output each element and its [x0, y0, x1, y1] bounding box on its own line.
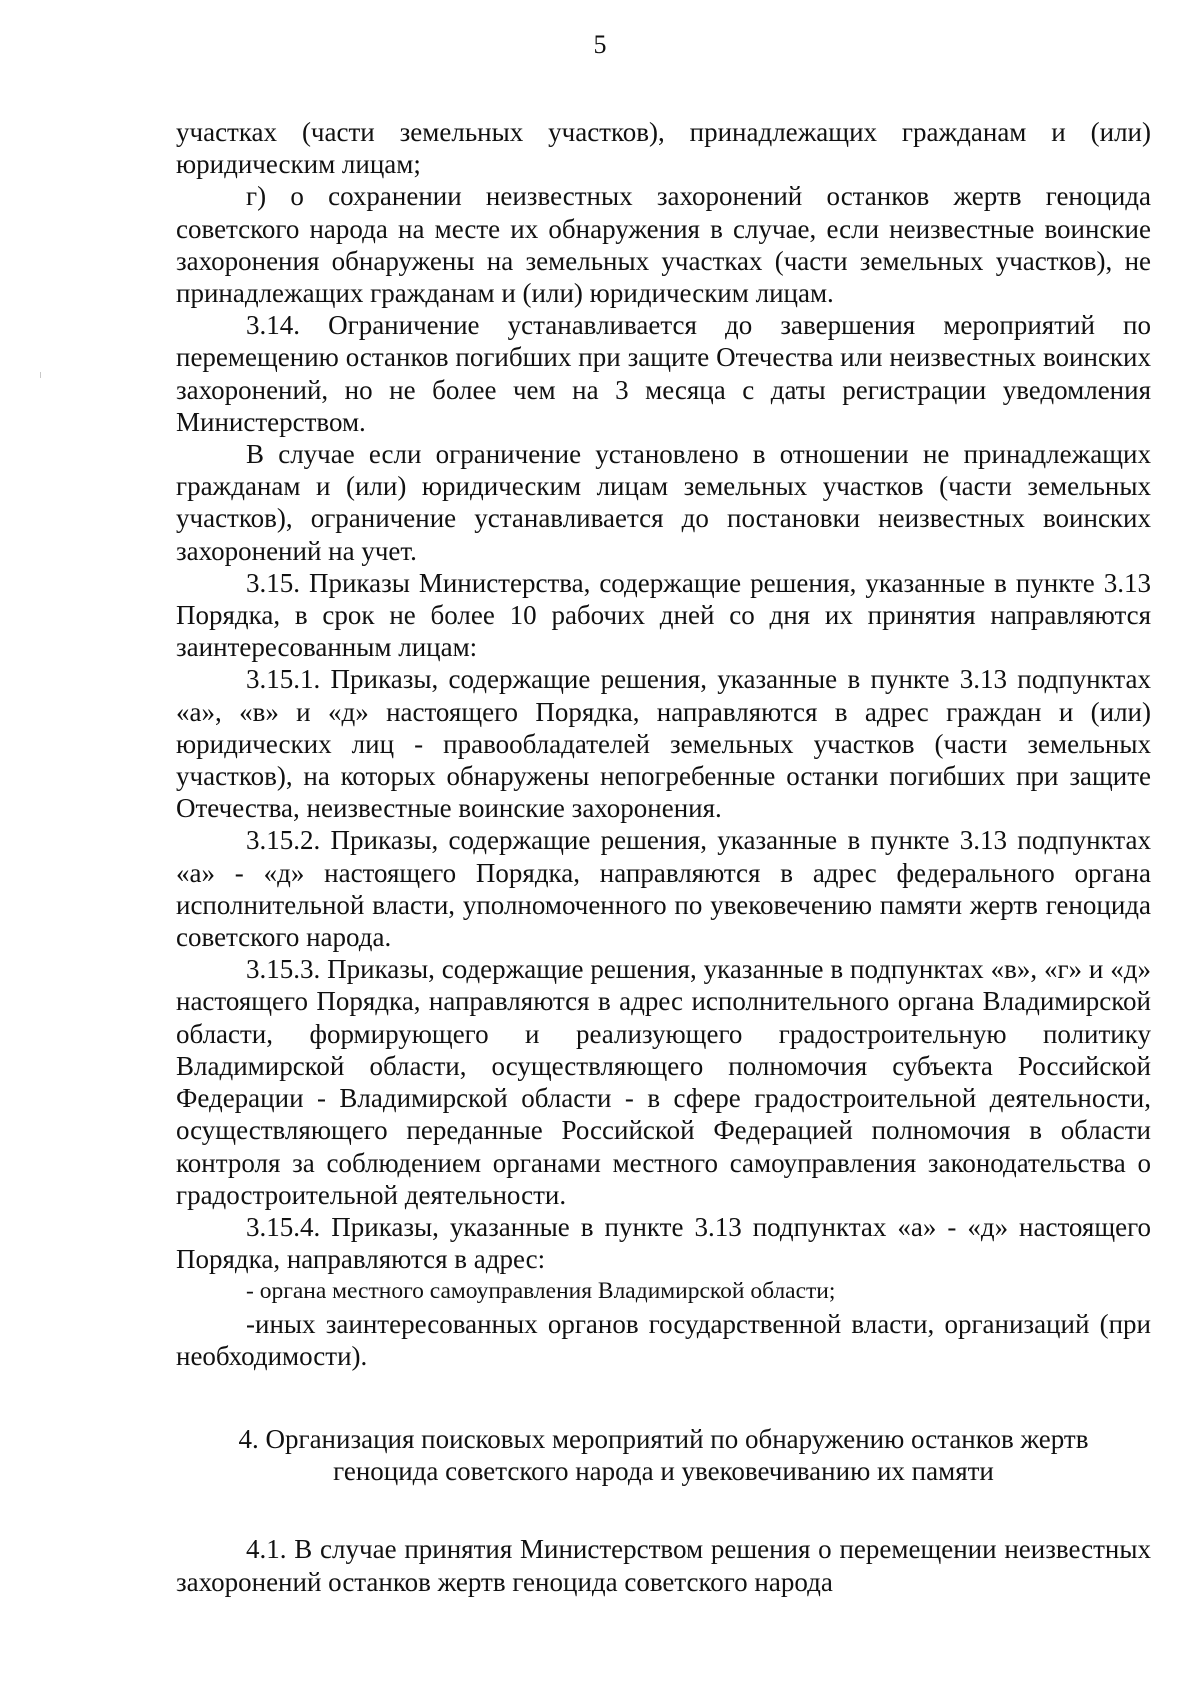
paragraph-4-1: 4.1. В случае принятия Министерством решения о перемещении неизвестных захоронений останков жертв геноцида советского народа [176, 1534, 1151, 1597]
list-item-local-authority: - органа местного самоуправления Владимирской области; [246, 1278, 836, 1305]
section-4-heading-line-1: 4. Организация поисковых мероприятий по обнаружению останков жертв [238, 1423, 1089, 1454]
document-body [176, 116, 1151, 1598]
paragraph-3-15-3: 3.15.3. Приказы, содержащие решения, указанные в подпунктах «в», «г» и «д» настоящего Порядка, направляются в адрес исполнительного органа Владимирской области, формирующего и реализующего градостроительную политику Владимирской области, осуществляющего полномочия субъекта Российской Федерации - Владимирской области - в сфере градостроительной деятельности, осуществляющего переданные Российской Федерацией полномочия в области контроля за соблюдением органами местного самоуправления законодательства о градостроительной деятельности. [176, 954, 1151, 1210]
paragraph-3-14-case: В случае если ограничение установлено в отношении не принадлежащих гражданам и (или) юридическим лицам земельных участков (части земельных участков), ограничение устанавливается до постановки неизвестных воинских захоронений на учет. [176, 439, 1151, 566]
section-4-heading [176, 1423, 1151, 1487]
paragraph-3-15-2: 3.15.2. Приказы, содержащие решения, указанные в пункте 3.13 подпунктах «а» - «д» настоящего Порядка, направляются в адрес федерального органа исполнительной власти, уполномоченного по увековечению памяти жертв геноцида советского народа. [176, 825, 1151, 953]
paragraph-3-15-1: 3.15.1. Приказы, содержащие решения, указанные в пункте 3.13 подпунктах «а», «в» и «д» настоящего Порядка, направляются в адрес граждан и (или) юридических лиц - правообладателей земельных участков (части земельных участков), на которых обнаружены непогребенные останки погибших при защите Отечества, неизвестные воинские захоронения. [176, 664, 1151, 824]
section-4-heading-line-2: геноцида советского народа и увековечиванию их памяти [333, 1456, 994, 1487]
paragraph-continuation: участках (части земельных участков), принадлежащих гражданам и (или) юридическим лицам; [176, 117, 1151, 180]
scan-artifact-mark [40, 372, 41, 378]
paragraph-item-g: г) о сохранении неизвестных захоронений останков жертв геноцида советского народа на месте их обнаружения в случае, если неизвестные воинские захоронения обнаружены на земельных участках (части земельных участков), не принадлежащих гражданам и (или) юридическим лицам. [176, 181, 1151, 309]
page-number: 5 [593, 30, 607, 59]
paragraph-3-15: 3.15. Приказы Министерства, содержащие решения, указанные в пункте 3.13 Порядка, в срок не более 10 рабочих дней со дня их принятия направляются заинтересованным лицам: [176, 567, 1151, 663]
list-item-other-bodies: -иных заинтересованных органов государственной власти, организаций (при необходимости). [176, 1308, 1151, 1371]
paragraph-3-14: 3.14. Ограничение устанавливается до завершения мероприятий по перемещению останков погибших при защите Отечества или неизвестных воинских захоронений, но не более чем на 3 месяца с даты регистрации уведомления Министерством. [176, 310, 1151, 437]
paragraph-3-15-4: 3.15.4. Приказы, указанные в пункте 3.13 подпунктах «а» - «д» настоящего Порядка, направляются в адрес: [176, 1211, 1151, 1275]
